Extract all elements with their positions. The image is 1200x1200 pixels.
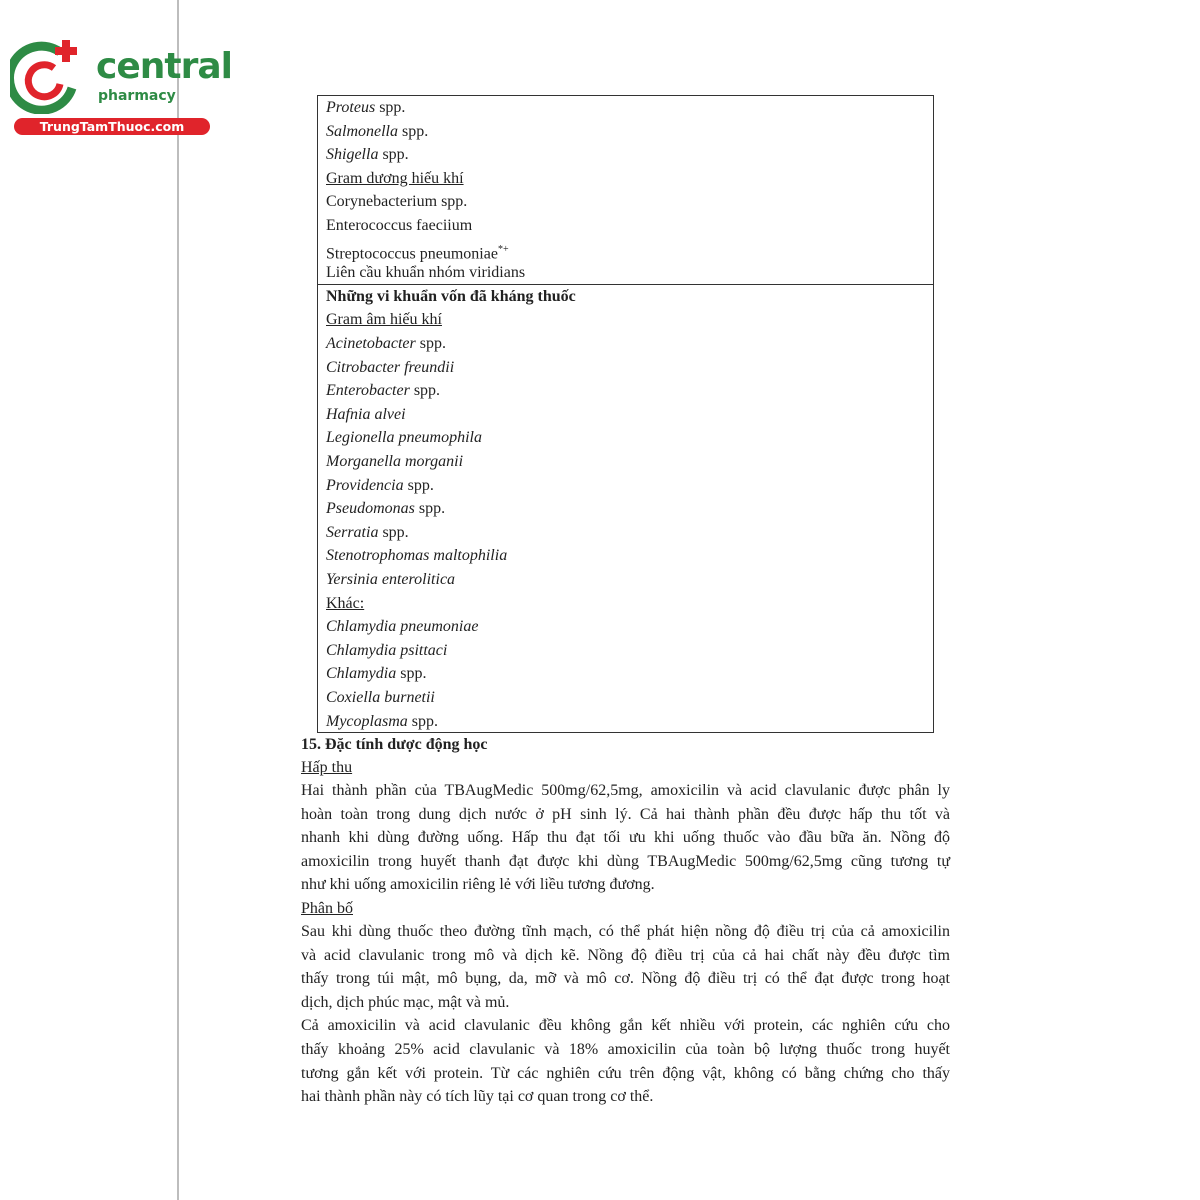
table-row — [326, 381, 440, 401]
species-name: Chlamydia — [326, 665, 397, 683]
table-row — [326, 476, 434, 496]
table-row — [326, 688, 435, 708]
species-name: Mycoplasma — [326, 712, 408, 730]
species-name: Chlamydia psittaci — [326, 641, 448, 659]
logo-url: TrungTamThuoc.com — [14, 118, 210, 135]
table-divider — [318, 284, 933, 285]
table-row — [326, 310, 442, 330]
logo-brand: central — [96, 46, 232, 87]
paragraph-line: và acid clavulanic trong mô và dịch kẽ. Nồng độ điều trị của cả hai chất này đều được tìm — [301, 946, 950, 964]
species-name: Serratia — [326, 523, 379, 541]
species-name: Yersinia enterolitica — [326, 571, 456, 588]
table-row — [326, 240, 509, 264]
table-row — [326, 452, 463, 472]
paragraph-line: thấy trong túi mật, mô bụng, da, mỡ và mô cơ. Nồng độ điều trị có thể đạt được trong hoạt — [301, 970, 950, 988]
table-row — [326, 122, 428, 142]
species-name: Legionella pneumophila — [326, 429, 482, 447]
paragraph-line: hai thành phần này có tích lũy tại cơ quan trong cơ thể. — [301, 1088, 654, 1106]
row-text: Những vi khuẩn vốn đã kháng thuốc — [326, 287, 576, 305]
table-row — [326, 145, 409, 165]
table-row — [326, 617, 478, 637]
table-row — [326, 594, 364, 614]
distribution-title: Phân bố — [301, 900, 353, 917]
row-text: spp. — [414, 500, 446, 518]
species-name: Proteus — [326, 99, 376, 116]
table-row — [326, 664, 426, 684]
paragraph-line: Hai thành phần của TBAugMedic 500mg/62,5mg, amoxicilin và acid clavulanic được phân ly — [301, 782, 950, 799]
paragraph-line: Cả amoxicilin và acid clavulanic đều không gắn kết nhiều với protein, các nghiên cứu cho — [301, 1017, 950, 1035]
species-name: Stenotrophomas maltophilia — [326, 547, 508, 565]
absorption-title: Hấp thu — [301, 759, 353, 776]
row-text: spp. — [396, 665, 427, 683]
paragraph-line: như khi uống amoxicilin riêng lẻ với liều tương đương. — [301, 876, 655, 894]
row-text: spp. — [375, 99, 406, 116]
pharmacy-cross-icon — [10, 38, 90, 114]
species-name: Enterobacter — [326, 382, 410, 400]
table-row — [326, 334, 446, 354]
species-name: Hafnia alvei — [326, 405, 406, 423]
row-text: spp. — [403, 476, 434, 494]
table-row — [326, 641, 447, 661]
table-row — [326, 263, 525, 283]
table-row — [326, 287, 576, 307]
paragraph-line: dịch, dịch phúc mạc, mật và mủ. — [301, 993, 510, 1011]
species-name: Pseudomonas — [326, 500, 415, 518]
central-pharmacy-logo — [10, 38, 232, 138]
row-text: Corynebacterium spp. — [326, 193, 468, 211]
species-name: Shigella — [326, 146, 379, 164]
species-name: Citrobacter freundii — [326, 358, 455, 376]
table-row — [326, 546, 507, 566]
table-row — [326, 570, 455, 590]
species-name: Coxiella burnetii — [326, 689, 435, 706]
species-name: Providencia — [326, 476, 404, 494]
paragraph-line: amoxicilin trong huyết thanh đạt được khi dùng TBAugMedic 500mg/62,5mg cũng tương tự — [301, 852, 950, 870]
row-text: spp. — [398, 122, 429, 140]
page-edge — [177, 0, 179, 1200]
row-text: Gram dương hiếu khí — [326, 169, 464, 187]
row-text: Streptococcus pneumoniae — [326, 244, 498, 262]
table-row — [326, 98, 405, 118]
table-row — [326, 169, 464, 189]
row-text: spp. — [409, 382, 441, 400]
row-text: spp. — [415, 335, 446, 352]
table-row — [326, 216, 472, 236]
table-row — [326, 523, 409, 543]
species-name: Salmonella — [326, 122, 398, 140]
species-name: Morganella morganii — [326, 453, 464, 470]
row-text: spp. — [378, 523, 409, 541]
paragraph-line: nhanh khi dùng đường uống. Hấp thu đạt tối ưu khi uống thuốc vào đầu bữa ăn. Nồng độ — [301, 829, 950, 847]
table-row — [326, 405, 406, 425]
table-row — [326, 192, 467, 212]
row-text: spp. — [378, 146, 409, 164]
paragraph-line: thấy khoảng 25% acid clavulanic và 18% amoxicilin của toàn bộ lượng thuốc trong huyết — [301, 1041, 950, 1058]
species-name: Chlamydia pneumoniae — [326, 618, 479, 636]
row-text: Gram âm hiếu khí — [326, 311, 442, 329]
table-row — [326, 712, 438, 732]
row-text: spp. — [407, 712, 438, 730]
bacteria-table — [317, 95, 934, 733]
paragraph-line: Sau khi dùng thuốc theo đường tĩnh mạch, có thể phát hiện nồng độ điều trị của cả amoxicilin — [301, 923, 950, 940]
paragraph-line: hoàn toàn trong dung dịch nước ở pH sinh lý. Cả hai thành phần đều được hấp thu tốt và — [301, 805, 950, 823]
table-row — [326, 499, 445, 519]
row-text: Enterococcus faeciium — [326, 217, 473, 234]
logo-subtitle: pharmacy — [98, 88, 176, 104]
section-heading: 15. Đặc tính dược động học — [301, 736, 488, 753]
row-text: Khác: — [326, 594, 365, 612]
row-text: Liên cầu khuẩn nhóm viridians — [326, 264, 526, 282]
table-row — [326, 428, 482, 448]
species-name: Acinetobacter — [326, 335, 416, 352]
footnote-mark: *+ — [497, 243, 509, 255]
paragraph-line: tương gắn kết với protein. Từ các nghiên cứu trên động vật, không có bằng chứng cho thấy — [301, 1064, 950, 1082]
table-row — [326, 358, 454, 378]
